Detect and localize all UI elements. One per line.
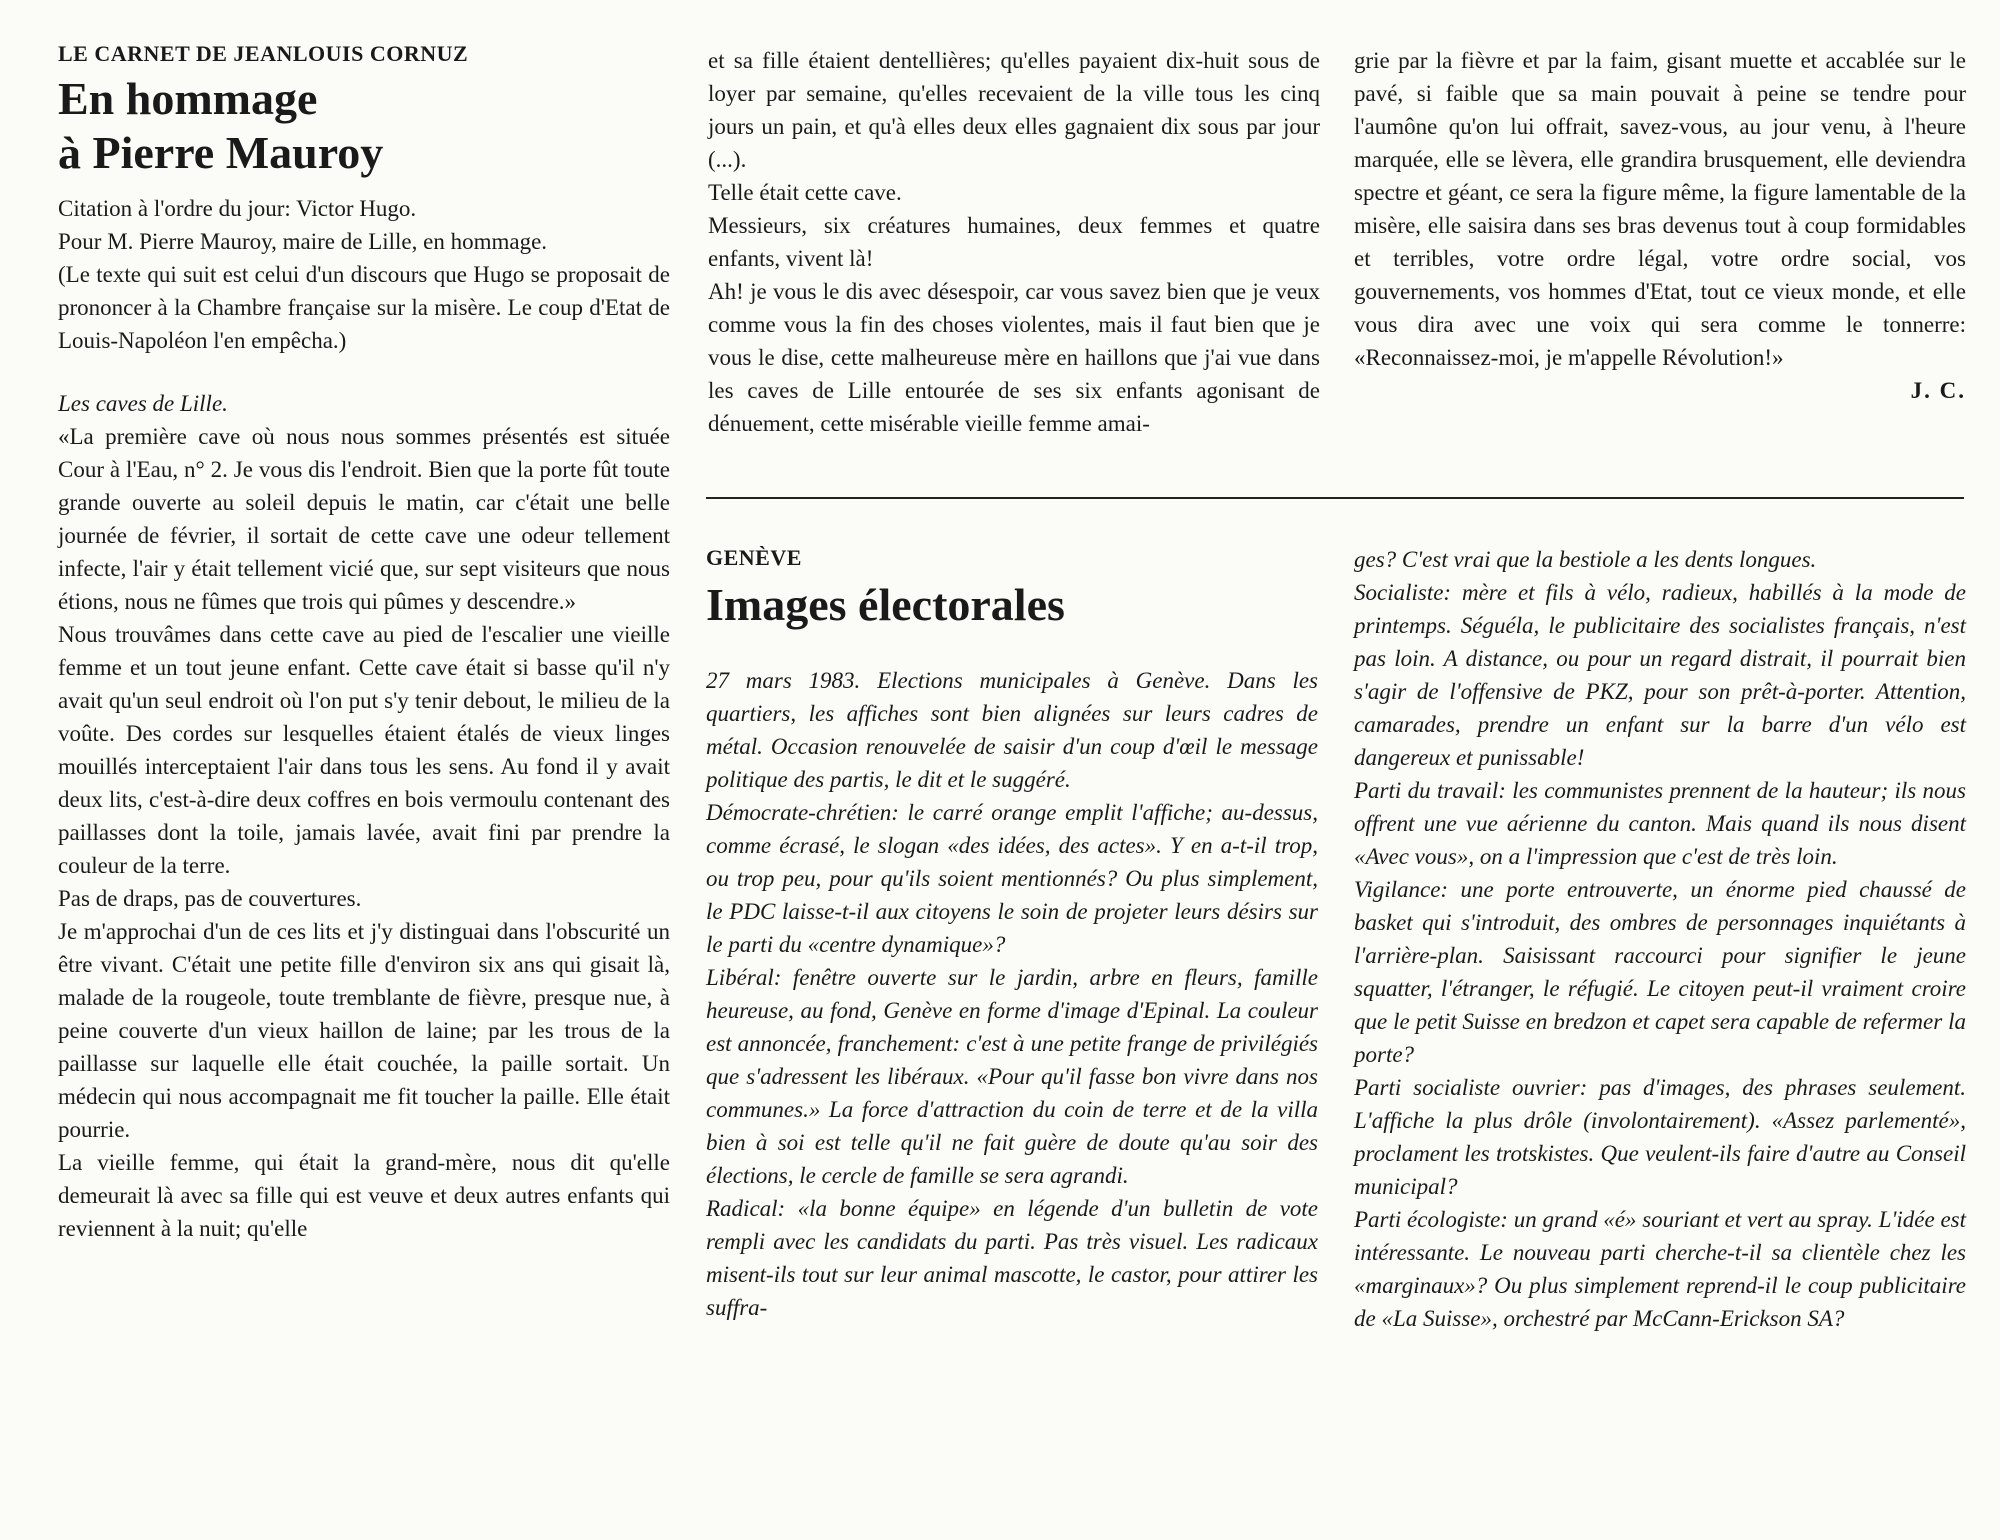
article2-kicker: GENÈVE <box>706 545 802 570</box>
article2-headline: Images électorales <box>706 579 1065 630</box>
article1-headline-line1: En hommage <box>58 73 318 124</box>
body-paragraph: Nous trouvâmes dans cette cave au pied de l'escalier une vieille femme et un tout jeune enfant. Cette cave était si basse qu'il n'y avait qu'un seul endroit où l'on put s'y tenir debout, le milieu de la voûte. Des cordes sur lesquelles étaient étalés de vieux linges mouillés interceptaient l'air dans tous les sens. Au fond il y avait deux lits, c'est-à-dire deux coffres en bois vermoulu contenant des paillasses dont la toile, jamais lavée, avait fini par prendre la couleur de la terre. <box>58 622 670 878</box>
article1-headline-line2: à Pierre Mauroy <box>58 127 384 178</box>
article1-column-3 <box>1354 44 1966 407</box>
body-paragraph: «La première cave où nous nous sommes présentés est située Cour à l'Eau, n° 2. Je vous dis l'endroit. Bien que la porte fût toute grande ouverte au soleil depuis le matin, car c'était une belle journée de février, il sortait de cette cave une odeur tellement infecte, l'air y était tellement vicié que, sur sept visiteurs que nous étions, nous ne fûmes que trois qui pûmes y descendre.» <box>58 424 670 614</box>
article2-column-2 <box>1354 543 1966 1335</box>
intro-paragraph: Pour M. Pierre Mauroy, maire de Lille, en hommage. <box>58 229 548 254</box>
body-paragraph: Parti écologiste: un grand «é» souriant et vert au spray. L'idée est intéressante. Le nouveau parti cherche-t-il sa clientèle chez les «marginaux»? Ou plus simplement reprend-il le coup publicitaire de «La Suisse», orchestré par McCann-Erickson SA? <box>1354 1207 1966 1331</box>
body-paragraph: Ah! je vous le dis avec désespoir, car vous savez bien que je veux comme vous la fin des choses violentes, mais il faut bien que je vous le dise, cette malheureuse mère en haillons que j'ai vue dans les caves de Lille entourée de ses six enfants agonisant de dénuement, cette misérable vieille femme amai- <box>708 279 1320 436</box>
body-paragraph: La vieille femme, qui était la grand-mère, nous dit qu'elle demeurait là avec sa fille qui est veuve et deux autres enfants qui reviennent à la nuit; qu'elle <box>58 1150 670 1241</box>
article1-kicker: LE CARNET DE JEANLOUIS CORNUZ <box>58 41 469 66</box>
body-paragraph: Messieurs, six créatures humaines, deux femmes et quatre enfants, vivent là! <box>708 213 1320 271</box>
intro-paragraph: (Le texte qui suit est celui d'un discours que Hugo se proposait de prononcer à la Chambre française sur la misère. Le coup d'Etat de Louis-Napoléon l'en empêcha.) <box>58 262 670 353</box>
article1-column-2 <box>708 44 1320 440</box>
body-paragraph: Parti socialiste ouvrier: pas d'images, des phrases seulement. L'affiche la plus drôle (involontairement). «Assez parlementé», proclament les trotskistes. Que veulent-ils faire d'autre au Conseil municipal? <box>1354 1075 1966 1199</box>
body-paragraph: Parti du travail: les communistes prennent de la hauteur; ils nous offrent une vue aérienne du canton. Mais quand ils nous disent «Avec vous», on a l'impression que c'est de très loin. <box>1354 778 1966 869</box>
body-paragraph: Socialiste: mère et fils à vélo, radieux, habillés à la mode de printemps. Séguéla, le publicitaire des socialistes français, n'est pas loin. A distance, ou pour un regard distrait, il pourrait bien s'agir de l'offensive de PKZ, pour son prêt-à-porter. Attention, camarades, prendre un enfant sur la barre d'un vélo est dangereux et punissable! <box>1354 580 1966 770</box>
article1-headline <box>58 72 670 180</box>
body-paragraph: Telle était cette cave. <box>708 180 902 205</box>
body-paragraph: grie par la fièvre et par la faim, gisant muette et accablée sur le pavé, si faible que sa main pouvait à peine se tendre pour l'aumône qu'on lui offrait, savez-vous, au jour venu, à l'heure marquée, elle se lèvera, elle grandira brusquement, elle deviendra spectre et géant, ce sera la figure même, la figure lamentable de la misère, elle saisira dans ses bras devenus tout à coup formidables et terribles, votre ordre légal, votre ordre social, vos gouvernements, vos hommes d'Etat, tout ce vieux monde, et elle vous dira avec une voix qui sera comme le tonnerre: «Reconnaissez-moi, je m'appelle Révolution!» <box>1354 48 1966 370</box>
body-paragraph: 27 mars 1983. Elections municipales à Genève. Dans les quartiers, les affiches sont bien alignées sur leurs cadres de métal. Occasion renouvelée de saisir d'un coup d'œil le message politique des partis, le dit et le suggéré. <box>706 668 1318 792</box>
section-divider <box>706 497 1964 499</box>
article1-column-1 <box>58 40 670 1245</box>
body-paragraph: Radical: «la bonne équipe» en légende d'un bulletin de vote rempli avec les candidats du parti. Pas très visuel. Les radicaux misent-ils tout sur leur animal mascotte, le castor, pour attirer les suffra- <box>706 1196 1318 1320</box>
article2-column-1 <box>706 544 1318 1324</box>
body-paragraph: Vigilance: une porte entrouverte, un énorme pied chaussé de basket qui s'introduit, des ombres de personnages inquiétants à l'arrière-plan. Saisissant raccourci pour signifier le jeune squatter, l'étranger, le réfugié. Le citoyen peut-il vraiment croire que le petit Suisse en bredzon et capet sera capable de refermer la porte? <box>1354 877 1966 1067</box>
article1-signature: J. C. <box>1910 378 1966 403</box>
intro-paragraph: Citation à l'ordre du jour: Victor Hugo. <box>58 196 417 221</box>
body-paragraph: ges? C'est vrai que la bestiole a les dents longues. <box>1354 547 1817 572</box>
body-paragraph: Je m'approchai d'un de ces lits et j'y distinguai dans l'obscurité un être vivant. C'était une petite fille d'environ six ans qui gisait là, malade de la rougeole, toute tremblante de fièvre, presque nue, à peine couverte d'un vieux haillon de laine; par les trous de la paillasse sur laquelle elle était couchée, la paille sortait. Un médecin qui nous accompagnait me fit toucher la paille. Elle était pourrie. <box>58 919 670 1142</box>
body-paragraph: Pas de draps, pas de couvertures. <box>58 886 362 911</box>
article1-subtitle: Les caves de Lille. <box>58 391 228 416</box>
body-paragraph: et sa fille étaient dentellières; qu'elles payaient dix-huit sous de loyer par semaine, qu'elles recevaient de la ville tous les cinq jours un pain, et qu'à elles deux elles gagnaient dix sous par jour (...). <box>708 48 1320 172</box>
body-paragraph: Libéral: fenêtre ouverte sur le jardin, arbre en fleurs, famille heureuse, au fond, Genève en forme d'image d'Epinal. La couleur est annoncée, franchement: c'est à une petite frange de privilégiés que s'adressent les libéraux. «Pour qu'il fasse bon vivre dans nos communes.» La force d'attraction du coin de terre et de la villa bien à soi est telle qu'il ne fait guère de doute qu'au soir des élections, le cercle de famille se sera agrandi. <box>706 965 1318 1188</box>
body-paragraph: Démocrate-chrétien: le carré orange emplit l'affiche; au-dessus, comme écrasé, le slogan «des idées, des actes». Y en a-t-il trop, ou trop peu, pour qu'ils soient mentionnés? Ou plus simplement, le PDC laisse-t-il aux citoyens le soin de projeter leurs désirs sur le parti du «centre dynamique»? <box>706 800 1318 957</box>
